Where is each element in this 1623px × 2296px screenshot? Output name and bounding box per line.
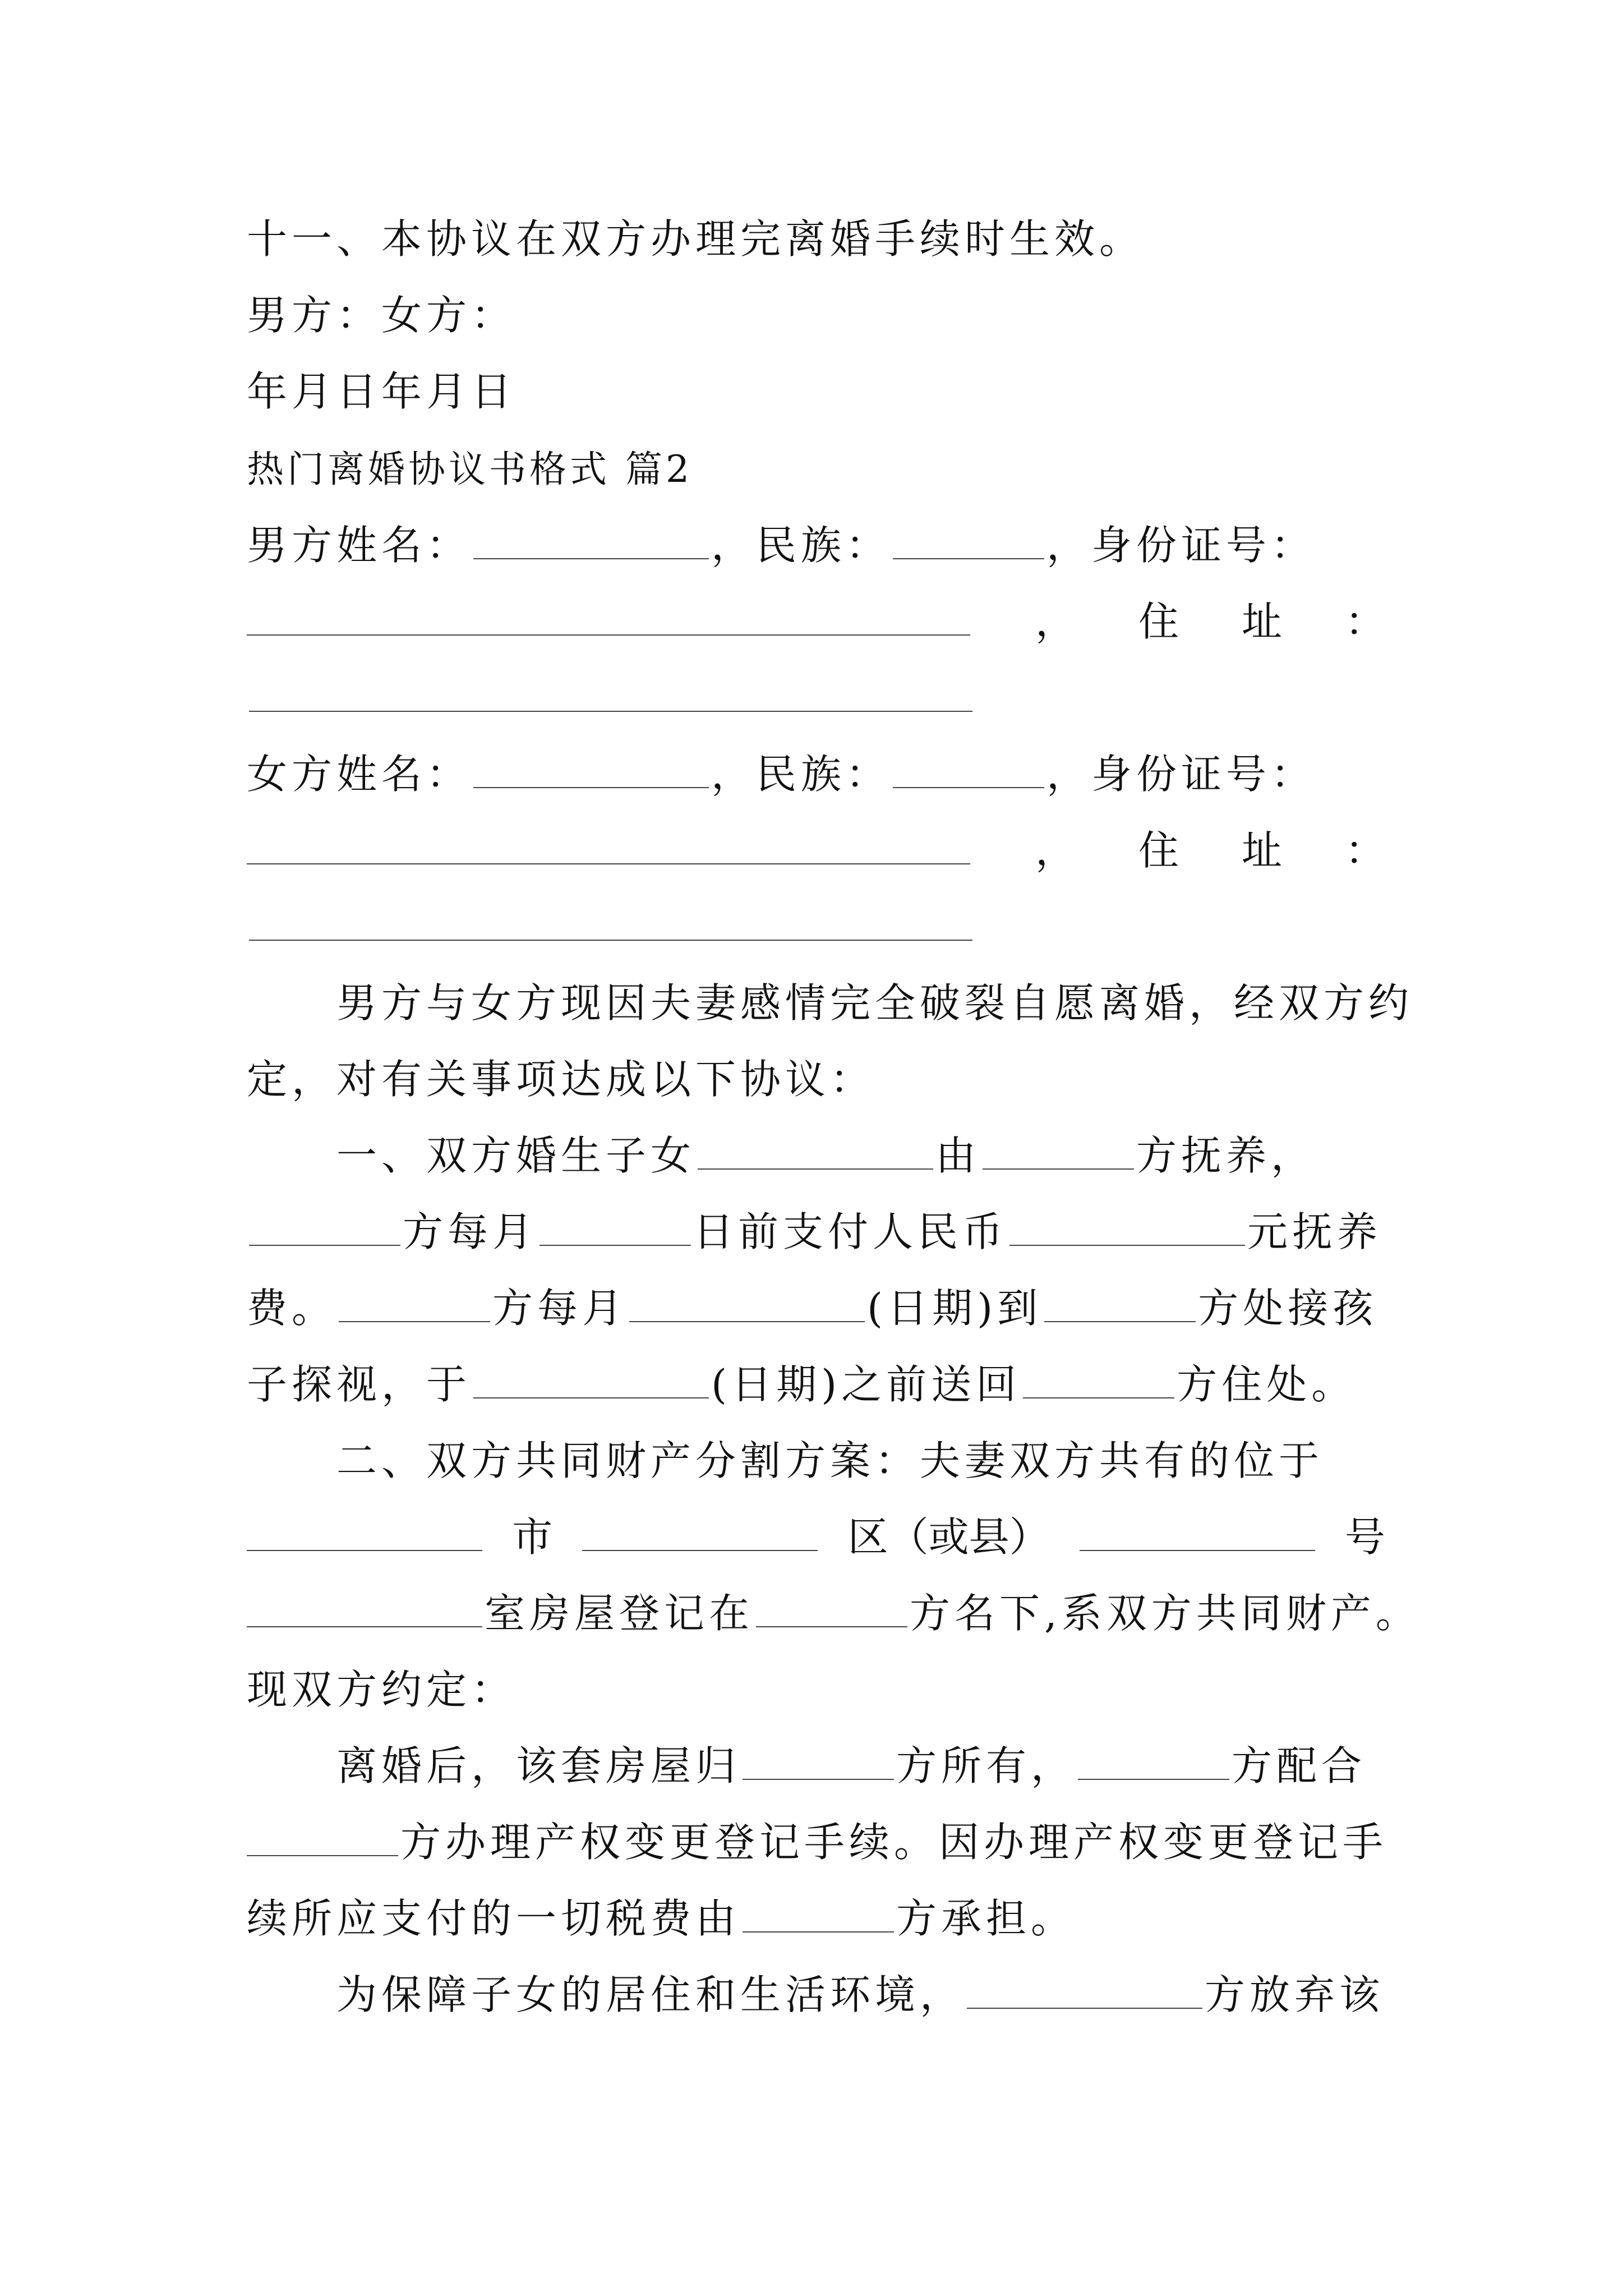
text: (日期)到 bbox=[867, 1285, 1043, 1332]
address-label-1: 住 bbox=[1138, 598, 1179, 645]
blank bbox=[249, 1210, 400, 1246]
blank bbox=[698, 1134, 933, 1170]
female-address-line bbox=[247, 900, 975, 954]
clause-11: 十一、本协议在双方办理完离婚手续时生效。 bbox=[247, 215, 1145, 263]
blank bbox=[756, 1591, 907, 1627]
blank bbox=[339, 1286, 490, 1322]
intro-line-1: 男方与女方现因夫妻感情完全破裂自愿离婚，经双方约 bbox=[336, 979, 1414, 1027]
text: 续所应支付的一切税费由 bbox=[247, 1895, 741, 1942]
male-id-label: ，身份证号： bbox=[1046, 522, 1316, 569]
address-label-1: 住 bbox=[1138, 827, 1179, 874]
address-label-2: 址 bbox=[1241, 598, 1282, 645]
male-info-line-1 bbox=[247, 518, 1316, 572]
blank bbox=[473, 1363, 709, 1398]
house-para-line-2 bbox=[247, 1815, 1387, 1869]
female-info-line-2 bbox=[247, 823, 1385, 877]
clause-2-line-2 bbox=[247, 1510, 1385, 1564]
male-name-label: 男方姓名： bbox=[247, 522, 472, 569]
blank bbox=[249, 905, 972, 941]
blank bbox=[893, 752, 1044, 788]
clause-2-line-4: 现双方约定： bbox=[247, 1666, 517, 1713]
blank bbox=[247, 600, 970, 636]
text: 为保障子女的居住和生活环境， bbox=[336, 1971, 965, 2018]
colon: ： bbox=[1344, 827, 1385, 874]
blank bbox=[1009, 1210, 1245, 1246]
blank bbox=[967, 1973, 1202, 2009]
comma: ， bbox=[1035, 827, 1076, 874]
text: 子探视，于 bbox=[247, 1361, 472, 1408]
blank bbox=[247, 829, 970, 864]
text: 方配合 bbox=[1232, 1742, 1367, 1789]
text: 费。 bbox=[247, 1285, 337, 1332]
house-para-line-3 bbox=[247, 1892, 1076, 1945]
blank bbox=[983, 1134, 1134, 1170]
blank bbox=[247, 1515, 482, 1551]
clause-1-line-2 bbox=[247, 1205, 1382, 1259]
blank bbox=[743, 1744, 894, 1780]
blank bbox=[743, 1897, 894, 1932]
text: 区（或县） bbox=[847, 1513, 1050, 1561]
male-info-line-2 bbox=[247, 595, 1385, 648]
children-para-line-1 bbox=[336, 1968, 1384, 2022]
text: 离婚后，该套房屋归 bbox=[336, 1742, 741, 1789]
male-nation-label: ，民族： bbox=[711, 522, 891, 569]
blank bbox=[893, 523, 1044, 559]
house-para-line-1 bbox=[336, 1739, 1366, 1793]
text: 方名下,系双方共同财产。 bbox=[910, 1590, 1421, 1637]
text: 由 bbox=[935, 1132, 981, 1179]
text: 日前支付人民币 bbox=[693, 1208, 1008, 1255]
clause-1-line-4 bbox=[247, 1358, 1356, 1411]
text: 方处接孩 bbox=[1198, 1285, 1378, 1332]
text: 市 bbox=[512, 1513, 553, 1561]
clause-2-line-1: 二、双方共同财产分割方案：夫妻双方共有的位于 bbox=[336, 1437, 1324, 1484]
text: 方每月 bbox=[403, 1208, 538, 1255]
clause-1-line-1 bbox=[336, 1129, 1316, 1182]
blank bbox=[247, 1591, 482, 1627]
blank bbox=[473, 752, 709, 788]
clause-2-line-3 bbox=[247, 1586, 1421, 1640]
text: 方所有， bbox=[896, 1742, 1076, 1789]
female-id-label: ，身份证号： bbox=[1046, 751, 1316, 798]
text: 方办理产权变更登记手续。因办理产权变更登记手 bbox=[400, 1819, 1388, 1866]
address-label-2: 址 bbox=[1241, 827, 1282, 874]
date-line: 年月日年月日 bbox=[247, 368, 517, 415]
text: 方承担。 bbox=[896, 1895, 1076, 1942]
text: 方放弃该 bbox=[1205, 1971, 1385, 2018]
signature-line: 男方：女方： bbox=[247, 292, 517, 339]
text: 方每月 bbox=[492, 1285, 628, 1332]
section-heading: 热门离婚协议书格式 篇2 bbox=[247, 448, 693, 491]
male-address-line bbox=[247, 671, 975, 725]
intro-line-2: 定，对有关事项达成以下协议： bbox=[247, 1056, 875, 1103]
blank bbox=[473, 523, 709, 559]
blank bbox=[247, 1820, 398, 1856]
text: 一、双方婚生子女 bbox=[336, 1132, 696, 1179]
blank bbox=[540, 1210, 691, 1246]
text: 方住处。 bbox=[1177, 1361, 1357, 1408]
blank bbox=[1023, 1363, 1174, 1398]
blank bbox=[582, 1515, 818, 1551]
blank bbox=[629, 1286, 865, 1322]
text: 室房屋登记在 bbox=[485, 1590, 754, 1637]
clause-1-line-3 bbox=[247, 1281, 1377, 1335]
text: 元抚养 bbox=[1247, 1208, 1382, 1255]
text: (日期)之前送回 bbox=[711, 1361, 1021, 1408]
blank bbox=[1044, 1286, 1196, 1322]
female-info-line-1 bbox=[247, 747, 1316, 801]
text: 方抚养， bbox=[1136, 1132, 1316, 1179]
text: 号 bbox=[1344, 1513, 1385, 1561]
female-nation-label: ，民族： bbox=[711, 751, 891, 798]
blank bbox=[1078, 1744, 1229, 1780]
blank bbox=[1080, 1515, 1315, 1551]
blank bbox=[249, 676, 972, 712]
comma: ， bbox=[1035, 598, 1076, 645]
female-name-label: 女方姓名： bbox=[247, 751, 472, 798]
colon: ： bbox=[1344, 598, 1385, 645]
